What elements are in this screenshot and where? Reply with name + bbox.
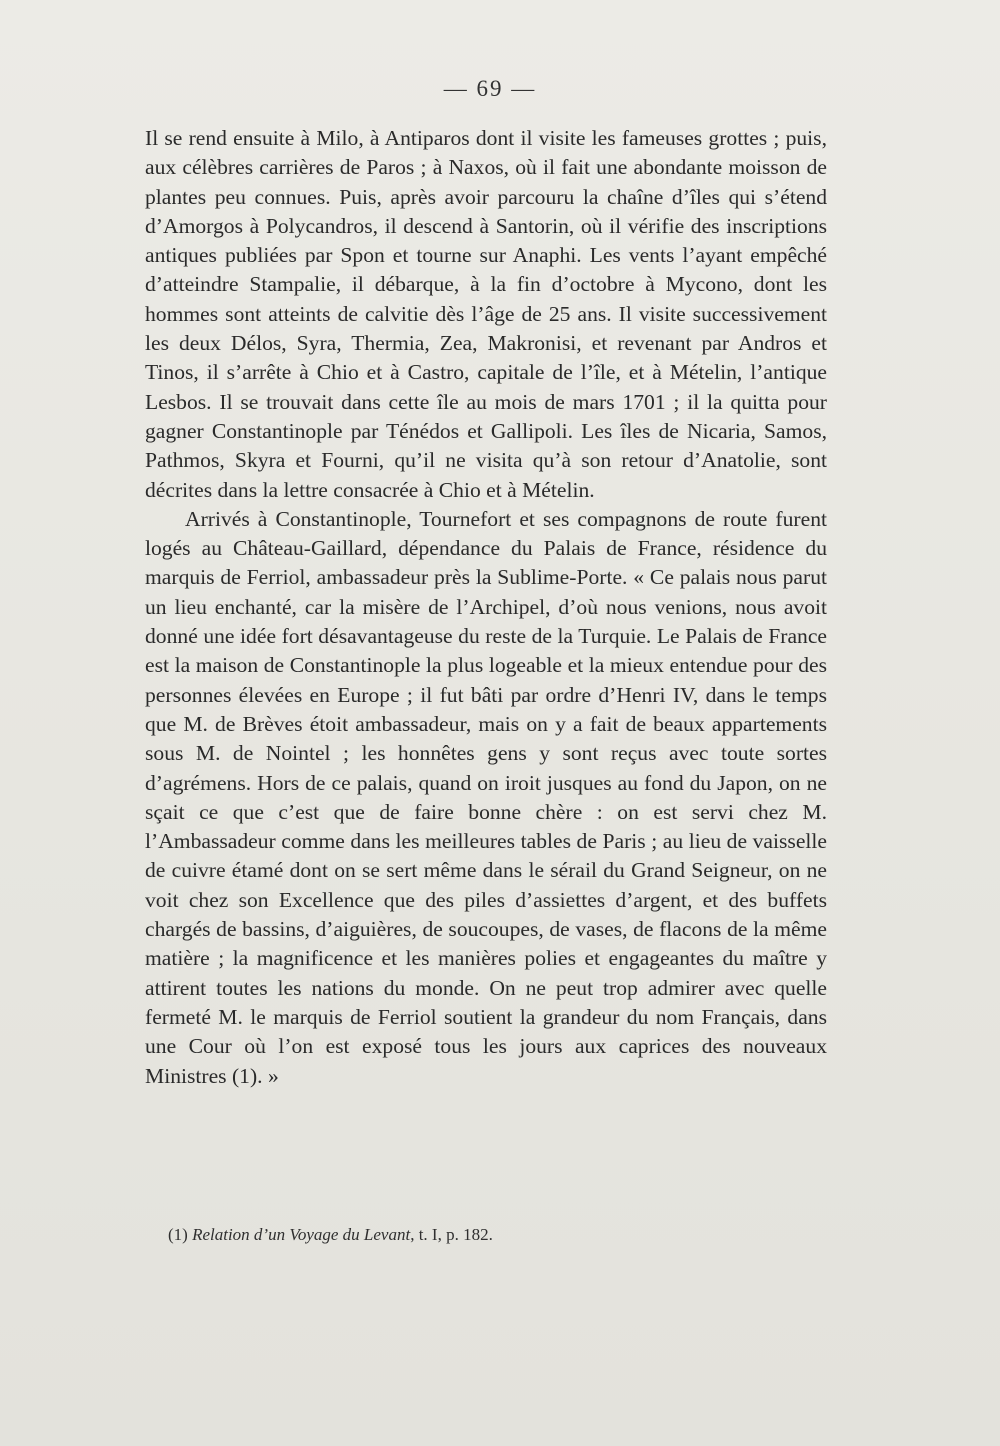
paragraph-2: Arrivés à Constantinople, Tournefort et ses compagnons de route furent logés au Château-Gaillard, dépendance du Palais de France, résidence du marquis de Ferriol, ambassadeur près la Sublime-Porte. « Ce palais nous parut un lieu enchanté, car la misère de l’Archipel, d’où nous venions, nous avoit donné une idée fort désavantageuse du reste de la Turquie. Le Palais de France est la maison de Constantinople la plus logeable et la mieux entendue pour des personnes élevées en Europe ; il fut bâti par ordre d’Henri IV, dans le temps que M. de Brèves étoit ambassadeur, mais on y a fait de beaux appartements sous M. de Nointel ; les honnêtes gens y sont reçus avec toute sortes d’agrémens. Hors de ce palais, quand on iroit jusques au fond du Japon, on ne sçait ce que c’est que de faire bonne chère : on est servi chez M. l’Ambassadeur comme dans les meilleures tables de Paris ; au lieu de vaisselle de cuivre étamé dont on se sert même dans le sérail du Grand Seigneur, on ne voit chez son Excellence que des piles d’assiettes d’argent, et des buffets chargés de bassins, d’aiguières, de soucoupes, de vases, de flacons de la même matière ; la magnificence et les manières polies et engageantes du maître y attirent toutes les nations du monde. On ne peut trop admirer avec quelle fermeté M. le marquis de Ferriol soutient la grandeur du nom Français, dans une Cour où l’on est exposé tous les jours aux caprices des nouveaux Ministres (1). » (145, 506, 827, 1088)
body-text (145, 124, 827, 1091)
paragraph-1: Il se rend ensuite à Milo, à Antiparos dont il visite les fameuses grottes ; puis, aux célèbres carrières de Paros ; à Naxos, où il fait une abondante moisson de plantes peu connues. Puis, après avoir parcouru la chaîne d’îles qui s’étend d’Amorgos à Polycandros, il descend à Santorin, où il vérifie des inscriptions antiques publiées par Spon et tourne sur Anaphi. Les vents l’ayant empêché d’atteindre Stampalie, il débarque, à la fin d’octobre à Mycono, dont les hommes sont atteints de calvitie dès l’âge de 25 ans. Il visite successivement les deux Délos, Syra, Thermia, Zea, Makronisi, et revenant par Andros et Tinos, il s’arrête à Chio et à Castro, capitale de l’île, et à Mételin, l’antique Lesbos. Il se trouvait dans cette île au mois de mars 1701 ; il la quitta pour gagner Constantinople par Ténédos et Gallipoli. Les îles de Nicaria, Samos, Pathmos, Skyra et Fourni, qu’il ne visita qu’à son retour d’Anatolie, sont décrites dans la lettre consacrée à Chio et à Mételin. (145, 126, 827, 502)
footnote (168, 1224, 493, 1246)
footnote-marker: (1) (168, 1225, 188, 1244)
footnote-title: Relation d’un Voyage du Levant (192, 1225, 411, 1244)
page-number: — 69 — (443, 76, 537, 101)
footnote-reference: , t. I, p. 182. (410, 1225, 493, 1244)
